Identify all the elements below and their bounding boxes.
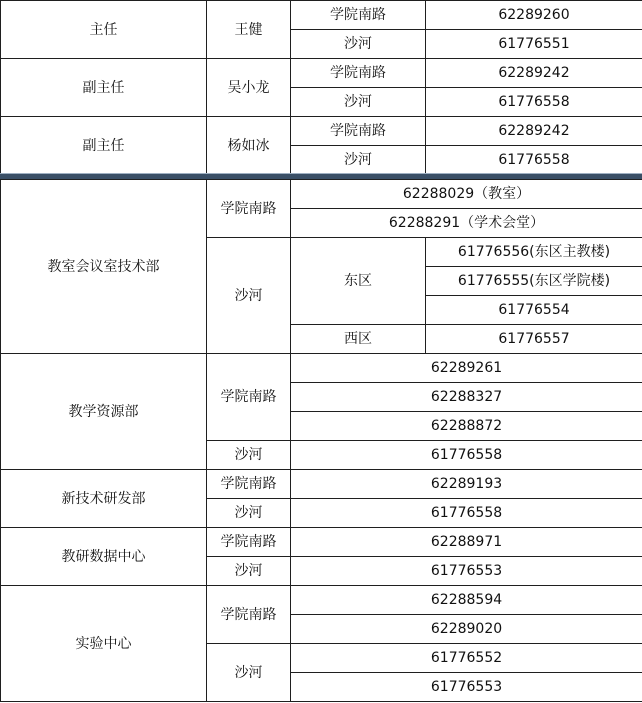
department-name: 实验中心 <box>1 586 207 702</box>
departments-table <box>0 179 642 702</box>
table-row <box>1 528 642 557</box>
zone-cell: 西区 <box>291 325 426 354</box>
role-cell: 副主任 <box>1 59 207 117</box>
department-name: 教室会议室技术部 <box>1 180 207 354</box>
campus-cell: 学院南路 <box>207 586 291 644</box>
phone-cell: 61776553 <box>291 673 642 702</box>
table-row <box>1 354 642 383</box>
phone-cell: 62289242 <box>426 59 642 88</box>
table-row <box>1 1 642 30</box>
phone-cell: 62289020 <box>291 615 642 644</box>
campus-cell: 沙河 <box>291 146 426 175</box>
phone-cell: 62289260 <box>426 1 642 30</box>
phone-cell: 62288291（学术会堂） <box>291 209 642 238</box>
zone-cell: 东区 <box>291 238 426 325</box>
campus-cell: 沙河 <box>207 499 291 528</box>
department-name: 教学资源部 <box>1 354 207 470</box>
campus-cell: 学院南路 <box>207 180 291 238</box>
phone-cell: 61776558 <box>291 499 642 528</box>
phone-cell: 61776557 <box>426 325 642 354</box>
campus-cell: 沙河 <box>291 30 426 59</box>
campus-cell: 沙河 <box>291 88 426 117</box>
campus-cell: 学院南路 <box>291 59 426 88</box>
department-name: 新技术研发部 <box>1 470 207 528</box>
phone-cell: 62289261 <box>291 354 642 383</box>
campus-cell: 沙河 <box>207 238 291 354</box>
table-row <box>1 59 642 88</box>
campus-cell: 沙河 <box>207 557 291 586</box>
phone-cell: 61776558 <box>291 441 642 470</box>
campus-cell: 学院南路 <box>291 117 426 146</box>
role-cell: 主任 <box>1 1 207 59</box>
name-cell: 王健 <box>207 1 291 59</box>
campus-cell: 学院南路 <box>207 354 291 441</box>
phone-cell: 62288971 <box>291 528 642 557</box>
table-row <box>1 586 642 615</box>
name-cell: 杨如冰 <box>207 117 291 175</box>
phone-cell: 61776558 <box>426 146 642 175</box>
campus-cell: 学院南路 <box>207 470 291 499</box>
phone-cell: 61776558 <box>426 88 642 117</box>
phone-cell: 62288327 <box>291 383 642 412</box>
phone-cell: 61776556(东区主教楼) <box>426 238 642 267</box>
phone-cell: 62288872 <box>291 412 642 441</box>
phone-cell: 62289242 <box>426 117 642 146</box>
table-row <box>1 180 642 209</box>
role-cell: 副主任 <box>1 117 207 175</box>
phone-cell: 61776552 <box>291 644 642 673</box>
campus-cell: 学院南路 <box>291 1 426 30</box>
phone-cell: 61776551 <box>426 30 642 59</box>
phone-cell: 62289193 <box>291 470 642 499</box>
name-cell: 吴小龙 <box>207 59 291 117</box>
phone-cell: 61776555(东区学院楼) <box>426 267 642 296</box>
phone-cell: 61776554 <box>426 296 642 325</box>
leaders-table <box>0 0 642 175</box>
department-name: 教研数据中心 <box>1 528 207 586</box>
campus-cell: 学院南路 <box>207 528 291 557</box>
campus-cell: 沙河 <box>207 644 291 702</box>
table-row <box>1 470 642 499</box>
phone-cell: 62288029（教室） <box>291 180 642 209</box>
phone-cell: 62288594 <box>291 586 642 615</box>
campus-cell: 沙河 <box>207 441 291 470</box>
table-row <box>1 117 642 146</box>
phone-cell: 61776553 <box>291 557 642 586</box>
